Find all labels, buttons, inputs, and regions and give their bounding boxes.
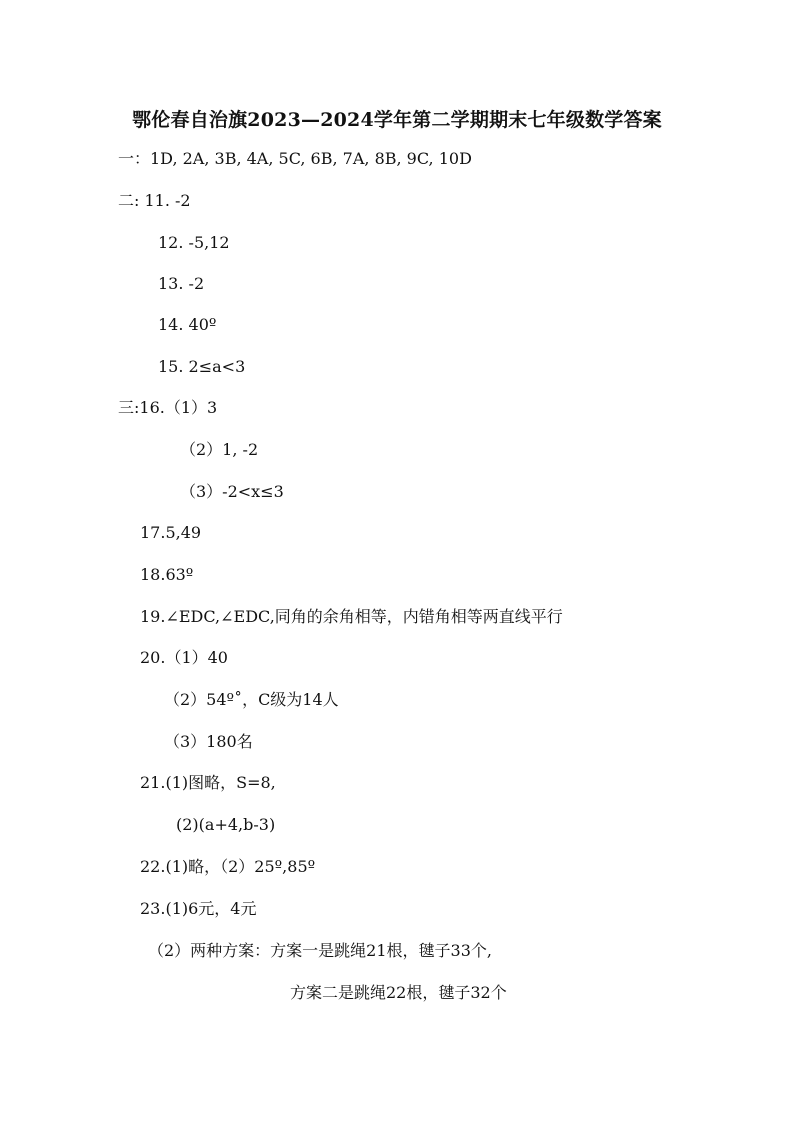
answer-16-part3: （3）-2<x≤3 — [180, 482, 284, 501]
page-title: 鄂伦春自治旗2023—2024学年第二学期期末七年级数学答案 — [132, 109, 662, 131]
section-2-answer-11: 二: 11. -2 — [118, 191, 191, 210]
answer-23-part2-continued: 方案二是跳绳22根，毽子32个 — [290, 983, 507, 1002]
section-1-choice-answers: 一：1D, 2A, 3B, 4A, 5C, 6B, 7A, 8B, 9C, 10D — [118, 149, 472, 168]
answer-17: 17.5,49 — [140, 523, 202, 542]
answer-13: 13. -2 — [158, 274, 205, 293]
answer-23-part2: （2）两种方案：方案一是跳绳21根，毽子33个, — [148, 941, 492, 960]
section-3-answer-16-part1: 三:16.（1）3 — [118, 398, 218, 417]
answer-14: 14. 40º — [158, 315, 217, 334]
answer-20-part3: （3）180名 — [164, 732, 253, 751]
answer-22: 22.(1)略，（2）25º,85º — [140, 857, 316, 876]
answer-12: 12. -5,12 — [158, 233, 230, 252]
answer-20-part1: 20.（1）40 — [140, 648, 228, 667]
answer-18: 18.63º — [140, 565, 194, 584]
answer-19: 19.∠EDC,∠EDC,同角的余角相等，内错角相等两直线平行 — [140, 607, 563, 626]
answer-23-part1: 23.(1)6元，4元 — [140, 899, 257, 918]
answer-21-part1: 21.(1)图略，S=8, — [140, 773, 276, 792]
answer-15: 15. 2≤a<3 — [158, 357, 246, 376]
answer-20-part2: （2）54º˚，C级为14人 — [164, 690, 339, 709]
answer-16-part2: （2）1, -2 — [180, 440, 259, 459]
answer-21-part2: (2)(a+4,b-3) — [176, 815, 276, 834]
